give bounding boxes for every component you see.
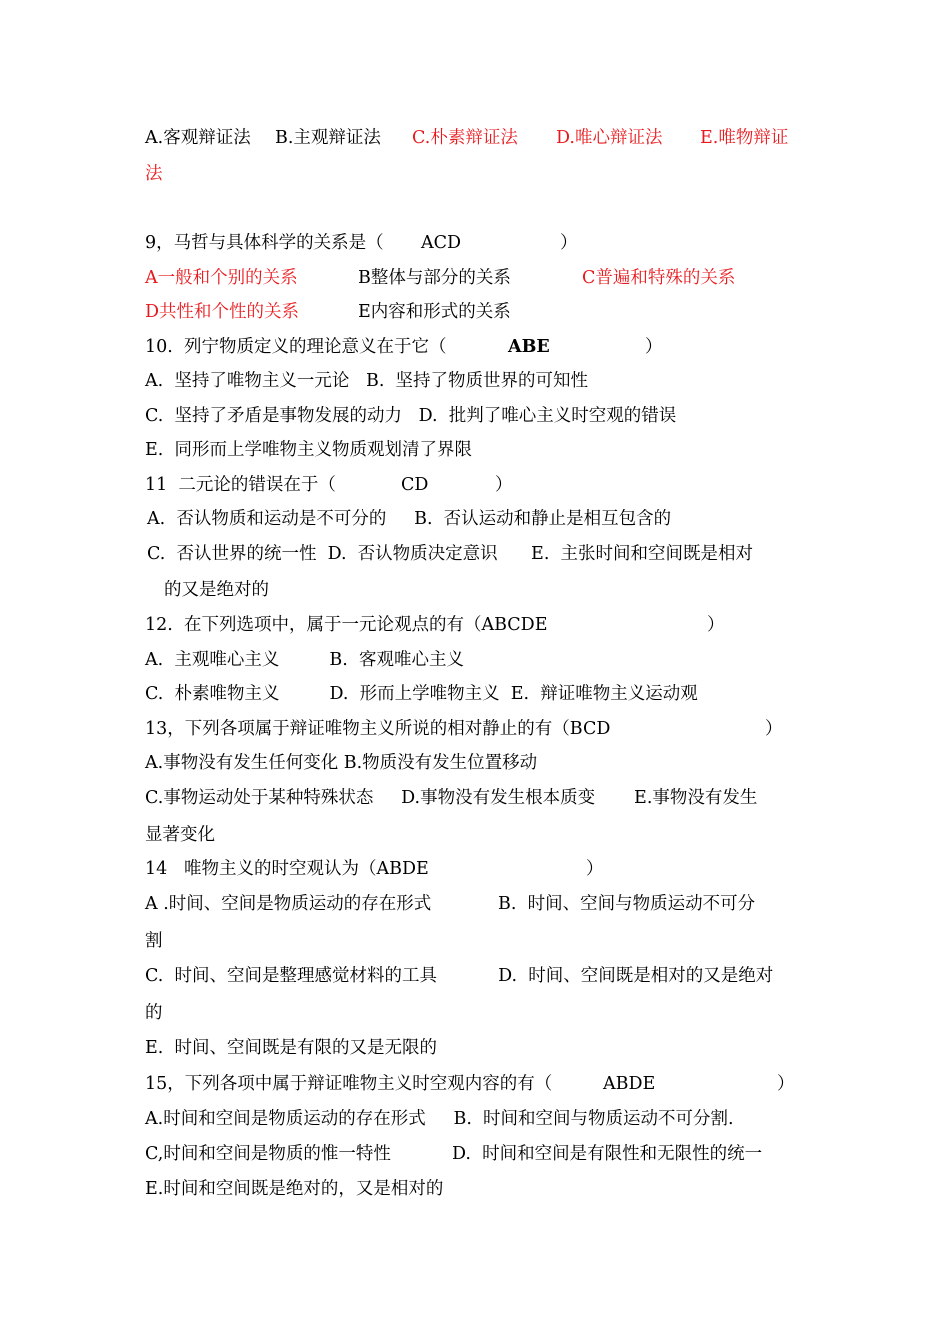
q9-stem: 9，马哲与具体科学的关系是（ <box>145 233 384 253</box>
q9-option-b: B整体与部分的关系 <box>358 268 511 288</box>
q8-option-d: D.唯心辩证法 <box>556 128 663 148</box>
q9-option-d: D共性和个性的关系 <box>145 302 300 322</box>
q11-options-ab: A. 否认物质和运动是不可分的 B. 否认运动和静止是相互包含的 <box>147 509 672 529</box>
q8-option-e: E.唯物辩证 <box>700 128 789 148</box>
q8-option-e-cont: 法 <box>145 164 163 184</box>
q9-option-a: A一般和个别的关系 <box>145 268 298 288</box>
q9-answer: ACD <box>421 233 462 253</box>
q11-close: ） <box>495 475 513 495</box>
q13-option-e-cont: 显著变化 <box>145 825 215 845</box>
q15-options-cd: C,时间和空间是物质的惟一特性 D. 时间和空间是有限性和无限性的统一 <box>145 1144 763 1164</box>
q11-stem: 11 二元论的错误在于（ <box>145 475 336 495</box>
q13-options-cde: C.事物运动处于某种特殊状态 D.事物没有发生根本质变 E.事物没有发生 <box>145 788 758 808</box>
q15-stem: 15，下列各项中属于辩证唯物主义时空观内容的有（ <box>145 1074 553 1094</box>
q10-options-ab: A. 坚持了唯物主义一元论 B. 坚持了物质世界的可知性 <box>145 371 589 391</box>
q14-option-e: E. 时间、空间既是有限的又是无限的 <box>145 1038 437 1058</box>
q8-option-c: C.朴素辩证法 <box>412 128 518 148</box>
q11-option-e-cont: 的又是绝对的 <box>164 580 269 600</box>
q10-close: ） <box>645 337 663 357</box>
q15-options-ab: A.时间和空间是物质运动的存在形式 B. 时间和空间与物质运动不可分割. <box>145 1109 734 1129</box>
q12-close: ） <box>707 615 725 635</box>
q15-option-e: E.时间和空间既是绝对的，又是相对的 <box>145 1179 444 1199</box>
q12-options-ab: A. 主观唯心主义 B. 客观唯心主义 <box>145 650 464 670</box>
q9-option-e: E内容和形式的关系 <box>358 302 511 322</box>
q11-answer: CD <box>401 475 429 495</box>
q14-close: ） <box>586 859 604 879</box>
q11-options-cde: C. 否认世界的统一性 D. 否认物质决定意识 E. 主张时间和空间既是相对 <box>147 544 754 564</box>
q15-close: ） <box>777 1074 795 1094</box>
q10-answer: ABE <box>508 337 550 357</box>
q15-answer: ABDE <box>603 1074 656 1094</box>
q9-option-c: C普遍和特殊的关系 <box>582 268 736 288</box>
q8-option-a: A.客观辩证法 <box>145 128 251 148</box>
q13-close: ） <box>765 719 783 739</box>
q10-stem: 10. 列宁物质定义的理论意义在于它（ <box>145 337 447 357</box>
q9-close: ） <box>560 233 578 253</box>
q8-option-b: B.主观辩证法 <box>275 128 381 148</box>
q14-option-d-cont: 的 <box>145 1003 163 1023</box>
q12-stem: 12. 在下列选项中，属于一元论观点的有（ABCDE <box>145 615 548 635</box>
q10-option-e: E. 同形而上学唯物主义物质观划清了界限 <box>145 440 472 460</box>
q14-options-cd: C. 时间、空间是整理感觉材料的工具 D. 时间、空间既是相对的又是绝对 <box>145 966 774 986</box>
q13-stem: 13，下列各项属于辩证唯物主义所说的相对静止的有（BCD <box>145 719 611 739</box>
q12-options-cde: C. 朴素唯物主义 D. 形而上学唯物主义 E. 辩证唯物主义运动观 <box>145 684 698 704</box>
q14-option-b-cont: 割 <box>145 931 163 951</box>
q13-options-ab: A.事物没有发生任何变化 B.物质没有发生位置移动 <box>145 753 538 773</box>
q14-options-ab: A .时间、空间是物质运动的存在形式 B. 时间、空间与物质运动不可分 <box>145 894 756 914</box>
q14-stem: 14 唯物主义的时空观认为（ABDE <box>145 859 429 879</box>
q10-options-cd: C. 坚持了矛盾是事物发展的动力 D. 批判了唯心主义时空观的错误 <box>145 406 677 426</box>
